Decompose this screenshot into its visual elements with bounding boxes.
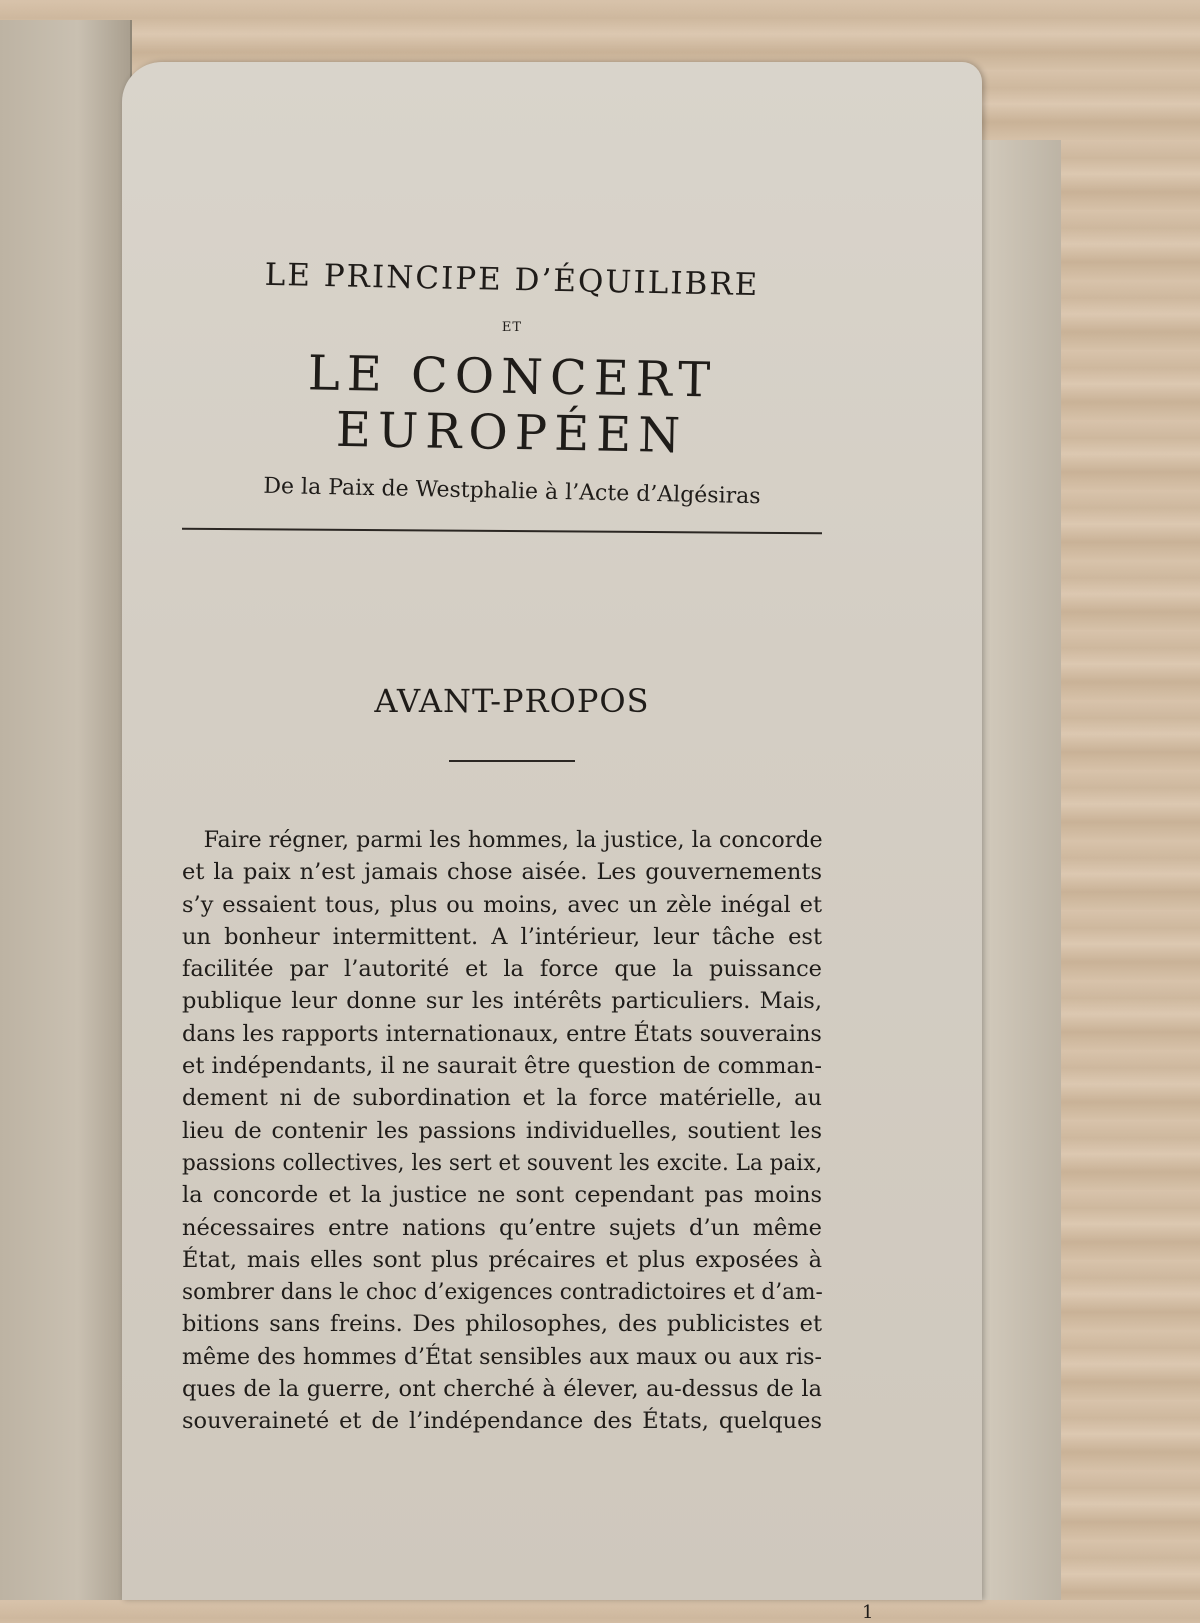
body-line: même des hommes d’État sensibles aux maux ou aux ris- — [182, 1343, 822, 1370]
body-line: bitions sans freins. Des philosophes, des publicistes et — [182, 1311, 822, 1338]
left-facing-page — [0, 20, 132, 1600]
body-line: dans les rapports internationaux, entre États souverains — [182, 1020, 822, 1047]
body-line: un bonheur intermittent. A l’intérieur, leur tâche est — [182, 923, 822, 950]
title-main: LE CONCERT EUROPÉEN — [307, 345, 718, 465]
body-line: la concorde et la justice ne sont cependant pas moins — [182, 1182, 822, 1209]
book-page — [122, 62, 982, 1623]
body-line: Faire régner, parmi les hommes, la justice, la concorde — [203, 827, 823, 853]
body-line: nécessaires entre nations qu’entre sujets d’un même — [182, 1214, 822, 1241]
section-heading: AVANT-PROPOS — [374, 682, 650, 720]
body-line: publique leur donne sur les intérêts particuliers. Mais, — [182, 988, 822, 1015]
body-line: s’y essaient tous, plus ou moins, avec un zèle inégal et — [182, 891, 822, 918]
body-line: sombrer dans le choc d’exigences contradictoires et d’am- — [182, 1279, 823, 1306]
title-conjunction: ET — [501, 320, 523, 335]
page-number: 1 — [862, 1602, 874, 1623]
body-line: dement ni de subordination et la force matérielle, au — [182, 1085, 822, 1112]
body-line: État, mais elles sont plus précaires et plus exposées à — [182, 1246, 822, 1273]
page-content — [182, 256, 874, 1623]
body-line: lieu de contenir les passions individuelles, soutient les — [182, 1117, 822, 1144]
title-rule — [182, 528, 822, 534]
body-line: ques de la guerre, ont cherché à élever, au-dessus de la — [182, 1376, 822, 1403]
body-text — [182, 824, 842, 1438]
body-line: et indépendants, il ne saurait être question de comman- — [182, 1053, 822, 1080]
body-line: souveraineté et de l’indépendance des États, quelques — [182, 1408, 822, 1435]
body-line: facilitée par l’autorité et la force que la puissance — [182, 956, 822, 983]
subtitle: De la Paix de Westphalie à l’Acte d’Algésiras — [263, 473, 761, 510]
section-rule — [449, 760, 575, 762]
body-line: et la paix n’est jamais chose aisée. Les gouvernements — [182, 859, 822, 886]
title-top: LE PRINCIPE D’ÉQUILIBRE — [264, 256, 760, 304]
body-line: passions collectives, les sert et souvent les excite. La paix, — [182, 1149, 823, 1176]
